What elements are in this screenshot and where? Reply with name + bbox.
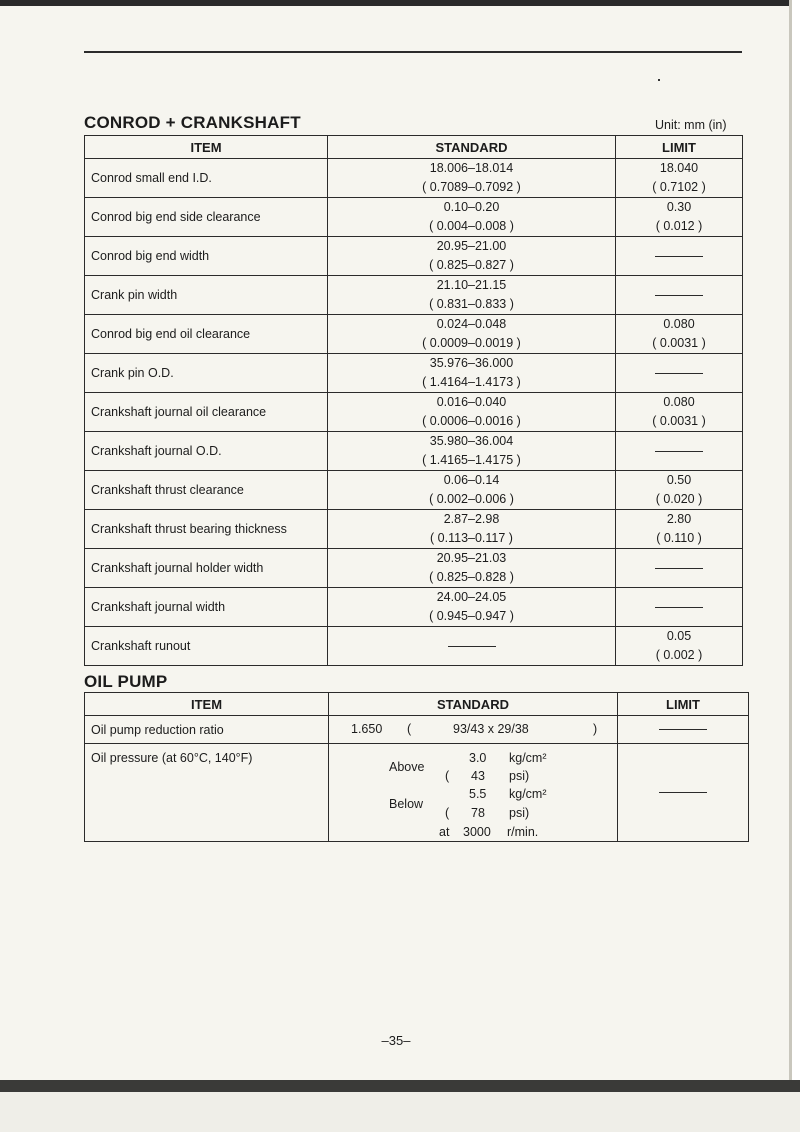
item-cell: Conrod big end oil clearance [85, 315, 328, 354]
scan-background [0, 1092, 800, 1132]
limit-mm: 18.040 [659, 161, 699, 175]
table-row [85, 588, 743, 627]
limit-in: ( 0.0031 ) [652, 414, 706, 428]
standard-cell [329, 744, 618, 842]
standard-mm: 20.95–21.03 [436, 551, 507, 565]
limit-cell [616, 627, 743, 666]
table-row [85, 354, 743, 393]
item-cell: Conrod small end I.D. [85, 159, 328, 198]
item-cell: Crankshaft thrust clearance [85, 471, 328, 510]
no-limit-dash [655, 295, 703, 296]
at-label: at [439, 824, 450, 839]
conrod-crankshaft-table [84, 135, 743, 666]
standard-in: ( 0.0009–0.0019 ) [422, 336, 521, 350]
limit-cell [616, 432, 743, 471]
item-cell: Oil pressure (at 60°C, 140°F) [85, 744, 329, 842]
limit-cell [616, 588, 743, 627]
standard-mm: 24.00–24.05 [436, 590, 507, 604]
standard-cell [328, 432, 616, 471]
standard-in: ( 0.113–0.117 ) [430, 531, 513, 545]
table-row [85, 393, 743, 432]
no-limit-dash [655, 451, 703, 452]
item-cell: Oil pump reduction ratio [85, 716, 329, 744]
below-psi-unit: psi) [509, 805, 530, 820]
item-cell: Crankshaft journal width [85, 588, 328, 627]
standard-in: ( 1.4164–1.4173 ) [422, 375, 521, 389]
no-limit-dash [659, 792, 707, 793]
standard-mm: 0.06–0.14 [443, 473, 500, 487]
rpm-value: 3000 [463, 824, 491, 839]
limit-cell [616, 237, 743, 276]
standard-in: ( 0.0006–0.0016 ) [422, 414, 521, 428]
standard-mm: 35.980–36.004 [429, 434, 514, 448]
above-psi-value: 43 [471, 768, 485, 783]
standard-cell [328, 354, 616, 393]
limit-cell [616, 549, 743, 588]
below-kg-unit: kg/cm² [509, 786, 547, 801]
below-psi-paren: ( [445, 805, 450, 820]
above-kg-unit: kg/cm² [509, 750, 547, 765]
item-cell: Crank pin width [85, 276, 328, 315]
standard-mm: 0.016–0.040 [436, 395, 507, 409]
standard-cell [328, 198, 616, 237]
standard-mm: 35.976–36.000 [429, 356, 514, 370]
below-kg-value: 5.5 [469, 786, 487, 801]
standard-in: ( 0.825–0.828 ) [429, 570, 514, 584]
standard-in: ( 0.7089–0.7092 ) [422, 180, 521, 194]
limit-cell [616, 510, 743, 549]
scan-edge-bottom [0, 1080, 800, 1092]
table-row [85, 510, 743, 549]
table-row [85, 198, 743, 237]
table-row [85, 276, 743, 315]
table-row [85, 549, 743, 588]
limit-cell [616, 315, 743, 354]
table-row [85, 315, 743, 354]
standard-cell [328, 588, 616, 627]
header-limit: LIMIT [616, 136, 743, 159]
limit-in: ( 0.110 ) [656, 531, 702, 545]
table-row [85, 159, 743, 198]
limit-cell [616, 471, 743, 510]
no-limit-dash [659, 729, 707, 730]
standard-in: ( 0.945–0.947 ) [429, 609, 514, 623]
section-title-conrod: CONROD + CRANKSHAFT [84, 113, 301, 132]
paren-open: ( [407, 721, 412, 736]
limit-in: ( 0.012 ) [655, 219, 703, 233]
limit-in: ( 0.020 ) [655, 492, 703, 506]
table-row [85, 237, 743, 276]
limit-mm: 0.080 [663, 395, 695, 409]
standard-mm: 2.87–2.98 [443, 512, 500, 526]
no-standard-dash [448, 646, 496, 647]
limit-cell [616, 393, 743, 432]
standard-mm: 18.006–18.014 [429, 161, 514, 175]
no-limit-dash [655, 256, 703, 257]
limit-mm: 2.80 [666, 512, 692, 526]
table-row [85, 744, 749, 842]
unit-label: Unit: mm (in) [655, 118, 727, 132]
item-cell: Crankshaft runout [85, 627, 328, 666]
standard-in: ( 1.4165–1.4175 ) [422, 453, 521, 467]
table-row [85, 471, 743, 510]
item-cell: Crankshaft journal holder width [85, 549, 328, 588]
header-rule [84, 51, 742, 53]
speck [658, 79, 660, 81]
above-psi-unit: psi) [509, 768, 530, 783]
limit-in: ( 0.002 ) [655, 648, 703, 662]
no-limit-dash [655, 373, 703, 374]
item-cell: Conrod big end width [85, 237, 328, 276]
item-cell: Crankshaft journal O.D. [85, 432, 328, 471]
standard-cell [328, 237, 616, 276]
standard-cell [328, 276, 616, 315]
header-standard: STANDARD [328, 136, 616, 159]
limit-cell [618, 744, 749, 842]
item-cell: Conrod big end side clearance [85, 198, 328, 237]
no-limit-dash [655, 568, 703, 569]
above-label: Above [389, 759, 425, 774]
scan-edge-top [0, 0, 800, 6]
below-label: Below [389, 796, 424, 811]
standard-in: ( 0.831–0.833 ) [429, 297, 514, 311]
above-psi-paren: ( [445, 768, 450, 783]
standard-cell [329, 716, 618, 744]
header-limit: LIMIT [618, 693, 749, 716]
standard-mm: 21.10–21.15 [436, 278, 507, 292]
standard-cell [328, 393, 616, 432]
limit-mm: 0.30 [666, 200, 692, 214]
item-cell: Crank pin O.D. [85, 354, 328, 393]
ratio-gears: 93/43 x 29/38 [453, 721, 529, 736]
limit-cell [618, 716, 749, 744]
standard-in: ( 0.004–0.008 ) [429, 219, 514, 233]
page-number: –35– [381, 1033, 411, 1048]
limit-mm: 0.080 [663, 317, 695, 331]
rpm-unit: r/min. [507, 824, 539, 839]
standard-mm: 20.95–21.00 [436, 239, 507, 253]
standard-in: ( 0.002–0.006 ) [429, 492, 514, 506]
standard-cell [328, 315, 616, 354]
header-item: ITEM [85, 693, 329, 716]
table-row [85, 627, 743, 666]
paren-close: ) [593, 721, 598, 736]
section-title-oil-pump: OIL PUMP [84, 672, 168, 691]
oil-pump-table [84, 692, 749, 842]
no-limit-dash [655, 607, 703, 608]
limit-cell [616, 159, 743, 198]
item-cell: Crankshaft journal oil clearance [85, 393, 328, 432]
above-kg-value: 3.0 [469, 750, 487, 765]
standard-in: ( 0.825–0.827 ) [429, 258, 514, 272]
table-row [85, 716, 749, 744]
standard-cell [328, 549, 616, 588]
limit-in: ( 0.7102 ) [652, 180, 706, 194]
limit-in: ( 0.0031 ) [652, 336, 706, 350]
standard-mm: 0.10–0.20 [443, 200, 500, 214]
limit-cell [616, 198, 743, 237]
below-psi-value: 78 [471, 805, 485, 820]
ratio-value: 1.650 [351, 721, 383, 736]
table-row [85, 432, 743, 471]
item-cell: Crankshaft thrust bearing thickness [85, 510, 328, 549]
standard-mm: 0.024–0.048 [436, 317, 507, 331]
standard-cell [328, 510, 616, 549]
standard-cell [328, 471, 616, 510]
standard-cell [328, 159, 616, 198]
header-standard: STANDARD [329, 693, 618, 716]
limit-cell [616, 354, 743, 393]
limit-mm: 0.05 [666, 629, 692, 643]
standard-cell [328, 627, 616, 666]
limit-mm: 0.50 [666, 473, 692, 487]
limit-cell [616, 276, 743, 315]
header-item: ITEM [85, 136, 328, 159]
scan-edge-right [792, 0, 800, 1090]
